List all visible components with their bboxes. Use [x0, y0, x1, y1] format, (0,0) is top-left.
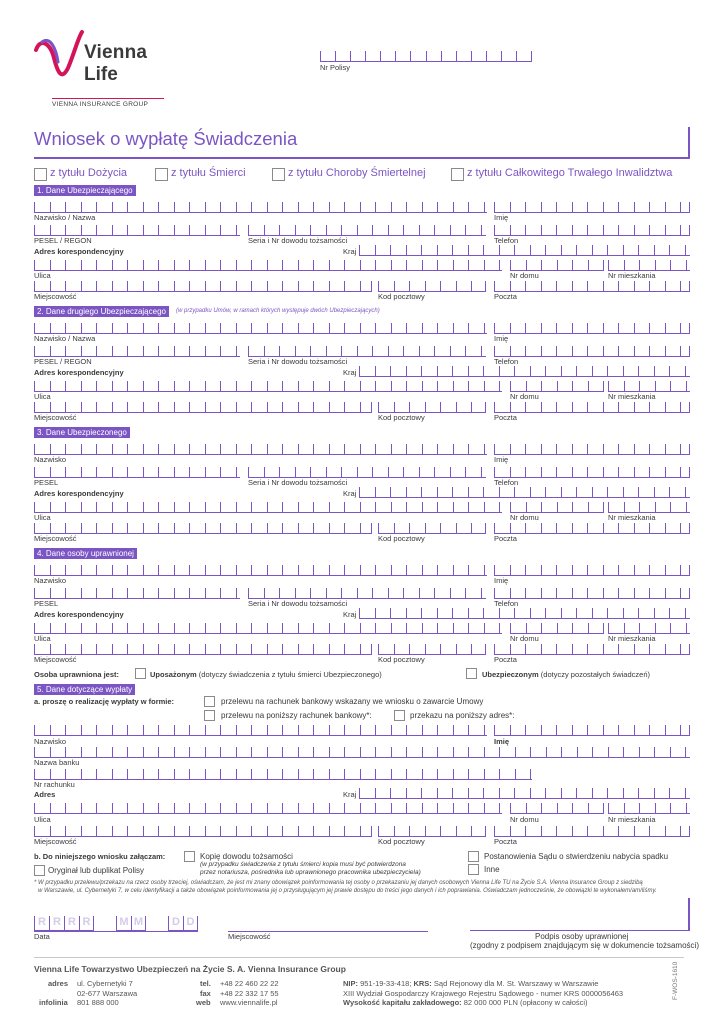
section-3-firstname-label: Imię [494, 455, 509, 464]
section-2-flat-label: Nr mieszkania [608, 392, 656, 401]
section-1-house-label: Nr domu [510, 271, 539, 280]
krs-label: KRS: [413, 979, 432, 988]
section-4-country-label: Kraj [343, 610, 357, 619]
section-1-name-label: Nazwisko / Nazwa [34, 213, 96, 222]
checkbox-other[interactable] [468, 864, 479, 875]
section-4-house-field[interactable] [510, 619, 604, 634]
adres-2: 02-677 Warszawa [77, 989, 138, 998]
payout-firstname-field[interactable] [494, 721, 690, 736]
section-1-zip-label: Kod pocztowy [378, 292, 425, 301]
section-5-header: 5. Dane dotyczące wypłaty [34, 684, 135, 695]
section-4-country-field[interactable] [359, 604, 690, 619]
section-3-name-label: Nazwisko [34, 455, 67, 464]
section-2-country-label: Kraj [343, 368, 357, 377]
date-box: D [183, 916, 198, 931]
payout-bank-label: Nazwa banku [34, 758, 80, 767]
date-box: R [79, 916, 94, 931]
payout-zip-field[interactable] [378, 822, 486, 837]
section-4-flat-label: Nr mieszkania [608, 634, 656, 643]
payout-flat-label: Nr mieszkania [608, 815, 656, 824]
section-4-address-label: Adres korespondencyjny [34, 610, 124, 619]
section-1-id-label: Seria i Nr dowodu tożsamości [248, 236, 348, 245]
checkbox-transfer-below[interactable] [204, 710, 215, 721]
logo-group: VIENNA INSURANCE GROUP [52, 98, 164, 108]
section-4-pesel-label: PESEL [34, 599, 59, 608]
payout-city-label: Miejscowość [34, 837, 77, 846]
section-1-house-field[interactable] [510, 256, 604, 271]
section-1-country-field[interactable] [359, 241, 690, 256]
web-label: web [196, 998, 211, 1007]
entitled-opt2 [482, 670, 650, 679]
tel: +48 22 460 22 22 [220, 979, 279, 988]
checkbox-uposazony[interactable] [135, 668, 146, 679]
section-1-street-field[interactable] [34, 256, 502, 271]
section-2-note: (w przypadku Umów, w ramach których występuje dwóch Ubezpieczających) [176, 308, 380, 314]
claim-type-inwalidztwo: z tytułu Całkowitego Trwałego Inwalidztwa [467, 167, 673, 179]
section-3-id-label: Seria i Nr dowodu tożsamości [248, 478, 348, 487]
section-2-name-field[interactable] [34, 319, 487, 334]
payout-zip-label: Kod pocztowy [378, 837, 425, 846]
section-3-city-label: Miejscowość [34, 534, 77, 543]
checkbox-postal[interactable] [394, 710, 405, 721]
checkbox-choroba[interactable] [272, 168, 285, 181]
payout-city-field[interactable] [34, 822, 372, 837]
section-4-post-label: Poczta [494, 655, 517, 664]
section-2-id-label: Seria i Nr dowodu tożsamości [248, 357, 348, 366]
nip-label: NIP: [343, 979, 358, 988]
section-2-house-label: Nr domu [510, 392, 539, 401]
opt-transfer-contract: przelewu na rachunek bankowy wskazany we wniosku o zawarcie Umowy [221, 697, 484, 706]
payout-country-field[interactable] [359, 784, 690, 799]
fax: +48 22 332 17 55 [220, 989, 279, 998]
section-4-firstname-field[interactable] [494, 561, 690, 576]
section-3-phone-label: Telefon [494, 478, 519, 487]
tel-label: tel. [200, 979, 211, 988]
section-3-zip-label: Kod pocztowy [378, 534, 425, 543]
section-2-pesel-label: PESEL / REGON [34, 357, 92, 366]
section-1-flat-field[interactable] [608, 256, 690, 271]
section-3-street-label: Ulica [34, 513, 51, 522]
payout-country-label: Kraj [343, 790, 357, 799]
entitled-opt1 [150, 670, 382, 679]
capital-value: 82 000 000 PLN (opłacony w całości) [461, 998, 588, 1007]
attach-id-note-1: (w przypadku świadczenia z tytułu śmierci kopia musi być potwierdzona [200, 861, 406, 868]
section-3-house-field[interactable] [510, 498, 604, 513]
payout-firstname-label: Imię [494, 737, 510, 746]
signature-label: Podpis osoby uprawnionej [535, 932, 629, 941]
opt-postal: przekazu na poniższy adres*: [410, 711, 515, 720]
section-1-post-field[interactable] [494, 277, 690, 292]
section-2-zip-label: Kod pocztowy [378, 413, 425, 422]
payout-bank-field[interactable] [34, 743, 690, 758]
section-4-city-field[interactable] [34, 640, 372, 655]
claim-type-choroba: z tytułu Choroby Śmiertelnej [288, 167, 426, 179]
attach-policy: Oryginał lub duplikat Polisy [48, 866, 145, 875]
payout-house-field[interactable] [510, 799, 604, 814]
section-3-post-field[interactable] [494, 519, 690, 534]
section-2-phone-label: Telefon [494, 357, 519, 366]
vienna-logo-mark [32, 28, 86, 88]
adres-1: ul. Cybernetyki 7 [77, 979, 133, 988]
section-1-city-field[interactable] [34, 277, 372, 292]
policy-number-field[interactable] [320, 47, 532, 62]
infolinia: 801 888 000 [77, 998, 119, 1007]
section-1-post-label: Poczta [494, 292, 517, 301]
checkbox-policy[interactable] [34, 865, 45, 876]
payout-account-field[interactable] [34, 765, 532, 780]
date-box: M [116, 916, 131, 931]
section-3-flat-label: Nr mieszkania [608, 513, 656, 522]
form-code: F-WOS-1610 [672, 961, 679, 1000]
section-2-address-label: Adres korespondencyjny [34, 368, 124, 377]
section-4-street-label: Ulica [34, 634, 51, 643]
section-2-firstname-field[interactable] [494, 319, 690, 334]
krs-line: XIII Wydział Gospodarczy Krajowego Rejestru Sądowego - numer KRS 0000056463 [343, 989, 624, 998]
section-4-post-field[interactable] [494, 640, 690, 655]
section-3-firstname-field[interactable] [494, 440, 690, 455]
section-1-firstname-field[interactable] [494, 198, 690, 213]
date-box: M [131, 916, 146, 931]
section-2-street-field[interactable] [34, 377, 502, 392]
date-box: R [34, 916, 49, 931]
section-3-city-field[interactable] [34, 519, 372, 534]
section-1-name-field[interactable] [34, 198, 487, 213]
section-1-pesel-label: PESEL / REGON [34, 236, 92, 245]
section-1-id-field[interactable] [248, 221, 486, 236]
section-4-id-field[interactable] [248, 584, 486, 599]
section-4-pesel-field[interactable] [34, 584, 240, 599]
section-1-country-label: Kraj [343, 247, 357, 256]
logo-line2: Life [84, 64, 118, 85]
section-2-id-field[interactable] [248, 342, 486, 357]
section-2-pesel-field[interactable] [34, 342, 240, 357]
section-2-house-field[interactable] [510, 377, 604, 392]
section-3-pesel-field[interactable] [34, 463, 240, 478]
payout-street-field[interactable] [34, 799, 502, 814]
attach-label: b. Do niniejszego wniosku załączam: [34, 852, 166, 861]
web-link[interactable]: www.viennalife.pl [220, 998, 278, 1007]
section-3-header: 3. Dane Ubezpieczonego [34, 427, 130, 438]
section-4-zip-field[interactable] [378, 640, 486, 655]
payout-name-label: Nazwisko [34, 737, 67, 746]
entitled-opt2-rest: (dotyczy pozostałych świadczeń) [540, 670, 650, 679]
checkbox-smierc[interactable] [155, 168, 168, 181]
payout-address-label: Adres [34, 790, 56, 799]
attach-id-copy: Kopię dowodu tożsamości [200, 852, 293, 861]
krs-value: Sąd Rejonowy dla M. St. Warszawy w Warszawie [431, 979, 599, 988]
fax-label: fax [200, 989, 211, 998]
payout-post-label: Poczta [494, 837, 517, 846]
payout-post-field[interactable] [494, 822, 690, 837]
section-4-phone-field[interactable] [494, 584, 690, 599]
payout-street-label: Ulica [34, 815, 51, 824]
policy-number-label: Nr Polisy [320, 63, 351, 72]
section-4-street-field[interactable] [34, 619, 502, 634]
payout-name-field[interactable] [34, 721, 487, 736]
checkbox-id-copy[interactable] [184, 851, 195, 862]
section-4-header: 4. Dane osoby uprawnionej [34, 548, 137, 559]
section-3-pesel-label: PESEL [34, 478, 59, 487]
date-box: D [168, 916, 183, 931]
title-rule-vertical [688, 127, 690, 159]
title-rule [34, 157, 690, 159]
attach-court: Postanowienia Sądu o stwierdzeniu nabycia spadku [484, 852, 669, 861]
section-2-flat-field[interactable] [608, 377, 690, 392]
section-1-address-label: Adres korespondencyjny [34, 247, 124, 256]
company-name: Vienna Life Towarzystwo Ubezpieczeń na Życie S. A. Vienna Insurance Group [34, 964, 346, 974]
section-3-name-field[interactable] [34, 440, 487, 455]
checkbox-court[interactable] [468, 851, 479, 862]
section-4-phone-label: Telefon [494, 599, 519, 608]
section-2-post-field[interactable] [494, 398, 690, 413]
section-4-firstname-label: Imię [494, 576, 509, 585]
payout-house-label: Nr domu [510, 815, 539, 824]
entitled-opt1-rest: (dotyczy świadczenia z tytułu śmierci Ubezpieczonego) [198, 670, 382, 679]
section-2-city-field[interactable] [34, 398, 372, 413]
section-3-address-label: Adres korespondencyjny [34, 489, 124, 498]
section-1-firstname-label: Imię [494, 213, 509, 222]
section-2-country-field[interactable] [359, 362, 690, 377]
section-3-house-label: Nr domu [510, 513, 539, 522]
section-2-street-label: Ulica [34, 392, 51, 401]
entitled-opt2-bold: Ubezpieczonym [482, 670, 539, 679]
entitled-opt1-bold: Uposażonym [150, 670, 197, 679]
section-1-phone-field[interactable] [494, 221, 690, 236]
footer-divider [34, 957, 684, 958]
section-4-zip-label: Kod pocztowy [378, 655, 425, 664]
section-2-header: 2. Dane drugiego Ubezpieczającego [34, 306, 169, 317]
section-2-name-label: Nazwisko / Nazwa [34, 334, 96, 343]
footnote-1: * W przypadku przelewu/przekazu na rzecz osoby trzeciej, oświadczam, że jest mi znany obowiązek poinformowania tej osoby o przekazaniu jej danych osobowych Vienna Life TU na Życie S.A. Vienna Insurance Group z siedzibą [34, 880, 643, 886]
attach-other: Inne [484, 865, 500, 874]
attach-id-note-2: przez notariusza, pośrednika lub uprawnionego pracownika ubezpieczyciela) [200, 869, 421, 876]
section-3-flat-field[interactable] [608, 498, 690, 513]
section-2-post-label: Poczta [494, 413, 517, 422]
checkbox-ubezpieczony[interactable] [466, 668, 477, 679]
footnote-2: w Warszawie, ul. Cybernetyki 7, w celu identyfikacji a także obowiązek poinformowania jej o przysługującym jej prawie dostępu do treści jego danych i ich poprawiania. Oświadczam jednocześnie, że obowiązki te wykonałem/am/liśmy. [38, 888, 657, 894]
checkbox-transfer-contract[interactable] [204, 696, 215, 707]
section-4-house-label: Nr domu [510, 634, 539, 643]
capital-line [343, 998, 588, 1007]
nip-value: 951-19-33-418; [358, 979, 414, 988]
section-1-street-label: Ulica [34, 271, 51, 280]
section-4-flat-field[interactable] [608, 619, 690, 634]
section-3-id-field[interactable] [248, 463, 486, 478]
entitled-label: Osoba uprawniona jest: [34, 670, 120, 679]
signature-box[interactable] [470, 898, 690, 931]
place-label: Miejscowość [228, 932, 271, 941]
section-1-zip-field[interactable] [378, 277, 486, 292]
capital-label: Wysokość kapitału zakładowego: [343, 998, 462, 1007]
section-1-flat-label: Nr mieszkania [608, 271, 656, 280]
section-1-header: 1. Dane Ubezpieczającego [34, 185, 136, 196]
section-1-city-label: Miejscowość [34, 292, 77, 301]
logo-line1: Vienna [84, 42, 148, 63]
section-4-name-label: Nazwisko [34, 576, 67, 585]
opt-transfer-below: przelewu na poniższy rachunek bankowy*: [221, 711, 372, 720]
checkbox-dozycie[interactable] [34, 168, 47, 181]
page-title: Wniosek o wypłatę Świadczenia [34, 128, 298, 149]
checkbox-inwalidztwo[interactable] [451, 168, 464, 181]
section-2-zip-field[interactable] [378, 398, 486, 413]
claim-type-smierc: z tytułu Śmierci [171, 167, 246, 179]
logo [32, 28, 172, 108]
adres-label: adres [48, 979, 69, 988]
section-3-country-field[interactable] [359, 483, 690, 498]
section-3-zip-field[interactable] [378, 519, 486, 534]
nip-line [343, 979, 598, 988]
section-3-post-label: Poczta [494, 534, 517, 543]
section-2-city-label: Miejscowość [34, 413, 77, 422]
date-box: R [49, 916, 64, 931]
section-1-pesel-field[interactable] [34, 221, 240, 236]
section-2-phone-field[interactable] [494, 342, 690, 357]
payout-form-label: a. proszę o realizację wypłaty w formie: [34, 697, 175, 706]
section-4-id-label: Seria i Nr dowodu tożsamości [248, 599, 348, 608]
claim-type-dozycie: z tytułu Dożycia [50, 167, 128, 179]
date-box: R [64, 916, 79, 931]
date-label: Data [34, 932, 50, 941]
section-1-phone-label: Telefon [494, 236, 519, 245]
date-underline [34, 931, 198, 932]
section-2-firstname-label: Imię [494, 334, 509, 343]
section-4-name-field[interactable] [34, 561, 487, 576]
section-3-phone-field[interactable] [494, 463, 690, 478]
infolinia-label: infolinia [39, 998, 68, 1007]
payout-account-label: Nr rachunku [34, 780, 75, 789]
signature-note: (zgodny z podpisem znajdującym się w dokumencie tożsamości) [470, 941, 699, 950]
section-4-city-label: Miejscowość [34, 655, 77, 664]
section-3-country-label: Kraj [343, 489, 357, 498]
section-3-street-field[interactable] [34, 498, 502, 513]
payout-flat-field[interactable] [608, 799, 690, 814]
